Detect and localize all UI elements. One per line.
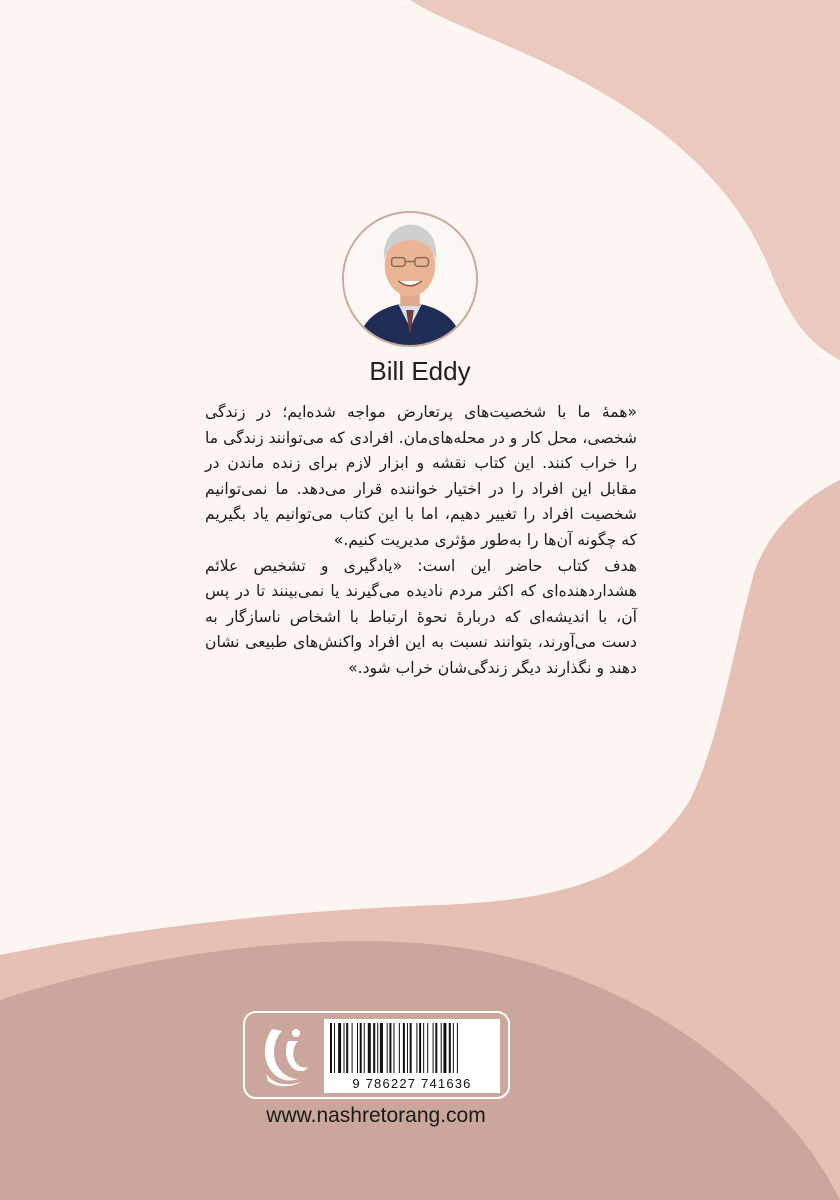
author-name: Bill Eddy <box>369 356 471 386</box>
barcode-bar <box>364 1023 365 1073</box>
barcode-bar <box>433 1023 434 1073</box>
barcode-bar <box>416 1023 417 1073</box>
barcode-bar <box>346 1023 348 1073</box>
barcode-bars <box>330 1023 494 1073</box>
isbn-number: 9 786227 741636 <box>352 1076 472 1091</box>
barcode-bar <box>334 1023 335 1073</box>
barcode-bar <box>387 1023 388 1073</box>
barcode-bar <box>368 1023 371 1073</box>
author-photo <box>342 211 478 347</box>
barcode-bar <box>407 1023 408 1073</box>
publisher-logo-icon <box>254 1021 314 1089</box>
barcode-bar <box>403 1023 405 1073</box>
barcode-bar <box>380 1023 383 1073</box>
description-paragraph-1: «همهٔ ما با شخصیت‌های پرتعارض مواجه شده‌ایم؛ در زندگی شخصی، محل کار و در محله‌های‌مان. افرادی که می‌توانند زندگی ما را خراب کنند. این کتاب نقشه و ابزار لازم برای زنده ماندن در مقابل این افراد را در اختیار خواننده قرار می‌دهد. ما نمی‌توانیم شخصیت افراد را تغییر دهیم، اما با این کتاب می‌توانیم یاد بگیریم که چگونه آن‌ها را به‌طور مؤثری مدیریت کنیم.» <box>205 403 637 549</box>
barcode-bar <box>389 1023 391 1073</box>
barcode-bar <box>344 1023 345 1073</box>
publisher-website: www.nashretorang.com <box>266 1104 486 1127</box>
barcode-bar <box>373 1023 375 1073</box>
barcode-bar <box>377 1023 378 1073</box>
barcode-bar <box>330 1023 332 1073</box>
description-paragraph-2: هدف کتاب حاضر این است: «یادگیری و تشخیص علائم هشداردهنده‌ای که اکثر مردم نادیده می‌گیرند یا نمی‌بینند تا در پس آن، با اندیشه‌ای که دربارهٔ نحوهٔ ارتباط با اشخاص ناسازگار به دست می‌آورند، بتوانند نسبت به این افراد واکنش‌های طبیعی نشان دهند و نگذارند دیگر زندگی‌شان خراب شود.» <box>205 556 637 677</box>
barcode-bar <box>338 1023 341 1073</box>
barcode-bar <box>443 1023 446 1073</box>
barcode-bar <box>393 1023 394 1073</box>
barcode-bar <box>357 1023 358 1073</box>
barcode-bar <box>410 1023 412 1073</box>
barcode-bar <box>360 1023 362 1073</box>
barcode-bar <box>449 1023 451 1073</box>
barcode-bar <box>427 1023 428 1073</box>
barcode-bar <box>453 1023 454 1073</box>
barcode-bar <box>399 1023 400 1073</box>
barcode-bar <box>423 1023 424 1073</box>
barcode-bar <box>419 1023 421 1073</box>
barcode-bar <box>435 1023 437 1073</box>
isbn-barcode <box>324 1019 500 1093</box>
barcode-bar <box>352 1023 353 1073</box>
barcode-bar <box>457 1023 458 1073</box>
barcode-bar <box>441 1023 442 1073</box>
book-description <box>205 400 637 682</box>
